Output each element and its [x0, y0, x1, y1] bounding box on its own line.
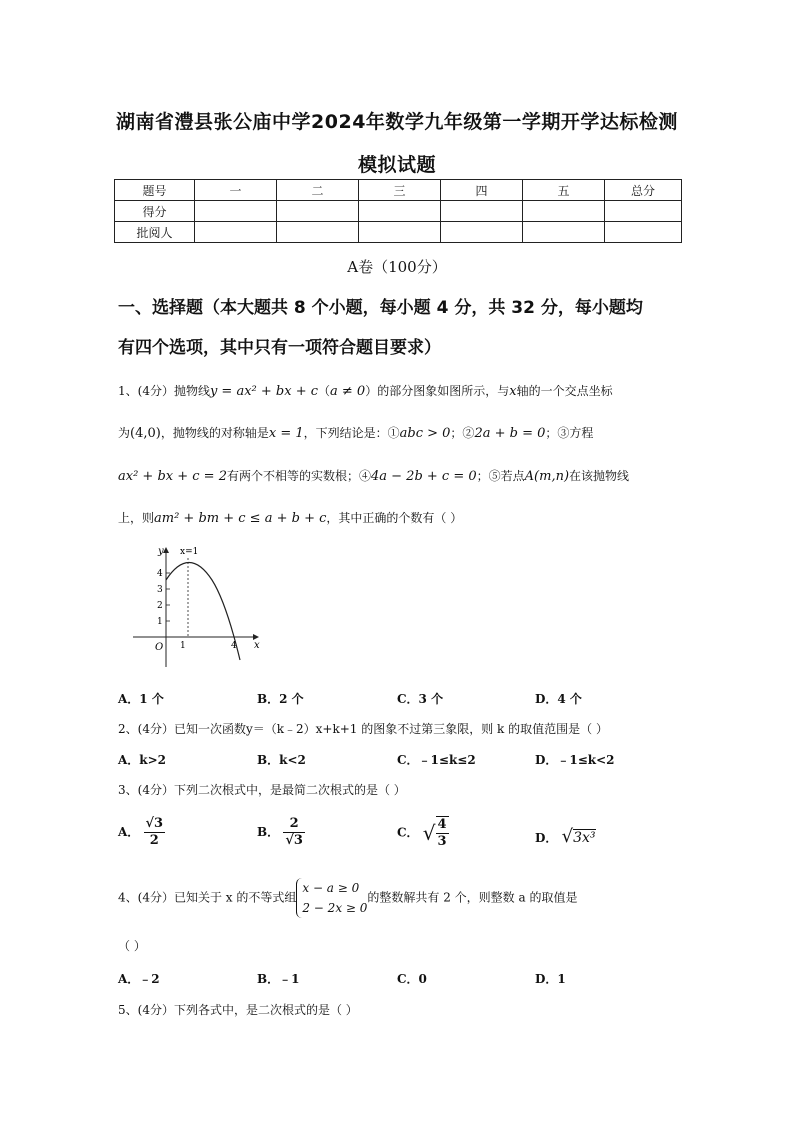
q2-stem: 2、(4分）已知一次函数y＝（k﹣2）x+k+1 的图象不过第三象限，则 k 的取值范围是（ ）	[118, 722, 608, 736]
q1-math: (4,0)	[130, 426, 161, 441]
q2-option-a: A．k>2	[118, 753, 167, 767]
q5-stem: 5、(4分）下列各式中，是二次根式的是（ ）	[118, 1003, 358, 1017]
score-cell	[523, 201, 605, 222]
header-cell: 题号	[115, 180, 195, 201]
q1-text: 轴的一个交点坐标	[516, 384, 613, 398]
numerator: 2	[283, 816, 305, 833]
q1-math: 2a + b = 0	[474, 426, 546, 441]
x-axis-label: x	[254, 640, 260, 651]
q1-line4	[118, 509, 462, 526]
q1-option-c: C．3 个	[397, 692, 444, 706]
section-heading-line1: 一、选择题（本大题共 8 个小题，每小题 4 分，共 32 分，每小题均	[118, 298, 643, 318]
inequality-2: 2 − 2x ≥ 0	[302, 901, 368, 915]
x-tick-label: 1	[180, 641, 186, 651]
q4-option-d: D．1	[535, 972, 566, 986]
reviewer-cell	[441, 222, 523, 243]
q1-math: am² + bm + c ≤ a + b + c	[154, 511, 327, 526]
header-cell: 二	[277, 180, 359, 201]
fraction	[283, 816, 305, 849]
score-table-header-row	[115, 180, 682, 201]
q4-option-b: B．﹣1	[257, 972, 300, 986]
q4-option-a: A．﹣2	[118, 972, 160, 986]
option-label: B．	[257, 825, 280, 839]
parabola-curve	[166, 563, 240, 661]
q1-line1	[118, 382, 613, 399]
score-table	[114, 179, 682, 243]
header-cell: 四	[441, 180, 523, 201]
score-cell	[605, 201, 682, 222]
q4-text: 4、(4分）已知关于 x 的不等式组	[118, 890, 297, 905]
fraction-under-radical	[436, 816, 449, 850]
q1-text: 在该抛物线	[569, 469, 630, 483]
radical-sign: √	[561, 826, 574, 847]
q1-text: ，抛物线的对称轴是	[160, 426, 269, 440]
option-label: A．	[118, 825, 140, 839]
q1-text: ；②	[450, 426, 475, 440]
q1-text: （	[318, 384, 331, 398]
q1-text: ；③方程	[545, 426, 594, 440]
q1-math: ax² + bx + c = 2	[118, 469, 227, 484]
q4-stem	[118, 878, 577, 918]
option-label: D．	[535, 831, 558, 845]
volume-heading: A卷（100分）	[347, 258, 447, 276]
reviewer-row	[115, 222, 682, 243]
fraction	[144, 816, 166, 849]
inequality-1: x − a ≥ 0	[302, 881, 360, 895]
denominator: √3	[285, 833, 303, 848]
q1-line3	[118, 467, 629, 484]
option-label: C．	[397, 825, 419, 840]
q1-option-b: B．2 个	[257, 692, 304, 706]
y-tick-label: 2	[157, 601, 163, 611]
page-title-line1: 湖南省澧县张公庙中学2024年数学九年级第一学期开学达标检测	[116, 111, 678, 133]
score-cell	[441, 201, 523, 222]
radicand: 3x³	[573, 830, 596, 846]
q1-text: ，其中正确的个数有（ ）	[326, 511, 463, 525]
q1-text: 为	[118, 426, 131, 440]
score-cell	[359, 201, 441, 222]
q2-option-c: C．﹣1≤k≤2	[397, 753, 476, 767]
q3-stem: 3、(4分）下列二次根式中，是最简二次根式的是（ ）	[118, 783, 406, 797]
numerator: 4	[437, 817, 447, 832]
q1-line2	[118, 424, 593, 441]
q1-option-d: D．4 个	[535, 692, 582, 706]
q3-option-b	[257, 816, 305, 849]
row-label: 批阅人	[115, 222, 195, 243]
denominator: 3	[437, 834, 447, 849]
parabola-graph	[128, 542, 268, 672]
q4-text: 的整数解共有 2 个，则整数 a 的取值是	[367, 890, 578, 905]
q1-math: x	[509, 384, 517, 399]
header-cell: 一	[195, 180, 277, 201]
q4-paren: （ ）	[118, 939, 146, 953]
x-tick-label: 4	[231, 641, 237, 651]
q1-math: a ≠ 0	[330, 384, 366, 399]
reviewer-cell	[523, 222, 605, 243]
reviewer-cell	[195, 222, 277, 243]
q1-math: y = ax² + bx + c	[209, 384, 318, 399]
q3-option-a	[118, 816, 165, 849]
q1-text: ；⑤若点	[476, 469, 525, 483]
reviewer-cell	[359, 222, 441, 243]
numerator: √3	[145, 816, 164, 831]
inequality-system	[296, 878, 367, 918]
page-title-line2: 模拟试题	[357, 154, 436, 176]
q1-text: 有两个不相等的实数根；④	[226, 469, 371, 483]
denominator: 2	[149, 833, 159, 848]
reviewer-cell	[277, 222, 359, 243]
header-cell: 五	[523, 180, 605, 201]
q2-option-b: B．k<2	[257, 753, 306, 767]
row-label: 得分	[115, 201, 195, 222]
score-cell	[195, 201, 277, 222]
score-cell	[277, 201, 359, 222]
symmetry-axis-label: x=1	[180, 547, 199, 557]
section-heading-line2: 有四个选项，其中只有一项符合题目要求）	[118, 338, 441, 358]
header-cell: 三	[359, 180, 441, 201]
q1-math: 4a − 2b + c = 0	[371, 469, 477, 484]
q1-text: 1、(4分）抛物线	[118, 384, 210, 398]
q1-text: ）的部分图象如图所示，与	[365, 384, 510, 398]
origin-label: O	[155, 642, 164, 653]
header-cell: 总分	[605, 180, 682, 201]
y-tick-label: 1	[157, 617, 163, 627]
y-tick-label: 3	[157, 585, 163, 595]
q1-option-a: A．1 个	[118, 692, 164, 706]
q1-text: 上，则	[118, 511, 155, 525]
q2-option-d: D．﹣1≤k<2	[535, 753, 615, 767]
q3-option-d	[535, 826, 596, 847]
q3-option-c	[397, 816, 449, 850]
radical-sign: √	[422, 821, 436, 845]
q1-math: x = 1	[268, 426, 304, 441]
q1-text: ，下列结论是：①	[303, 426, 400, 440]
score-row	[115, 201, 682, 222]
q1-math: abc > 0	[399, 426, 451, 441]
q4-option-c: C．0	[397, 972, 427, 986]
reviewer-cell	[605, 222, 682, 243]
y-axis-label: y	[158, 546, 164, 557]
q1-math: A(m,n)	[524, 469, 570, 484]
y-tick-label: 4	[157, 569, 163, 579]
